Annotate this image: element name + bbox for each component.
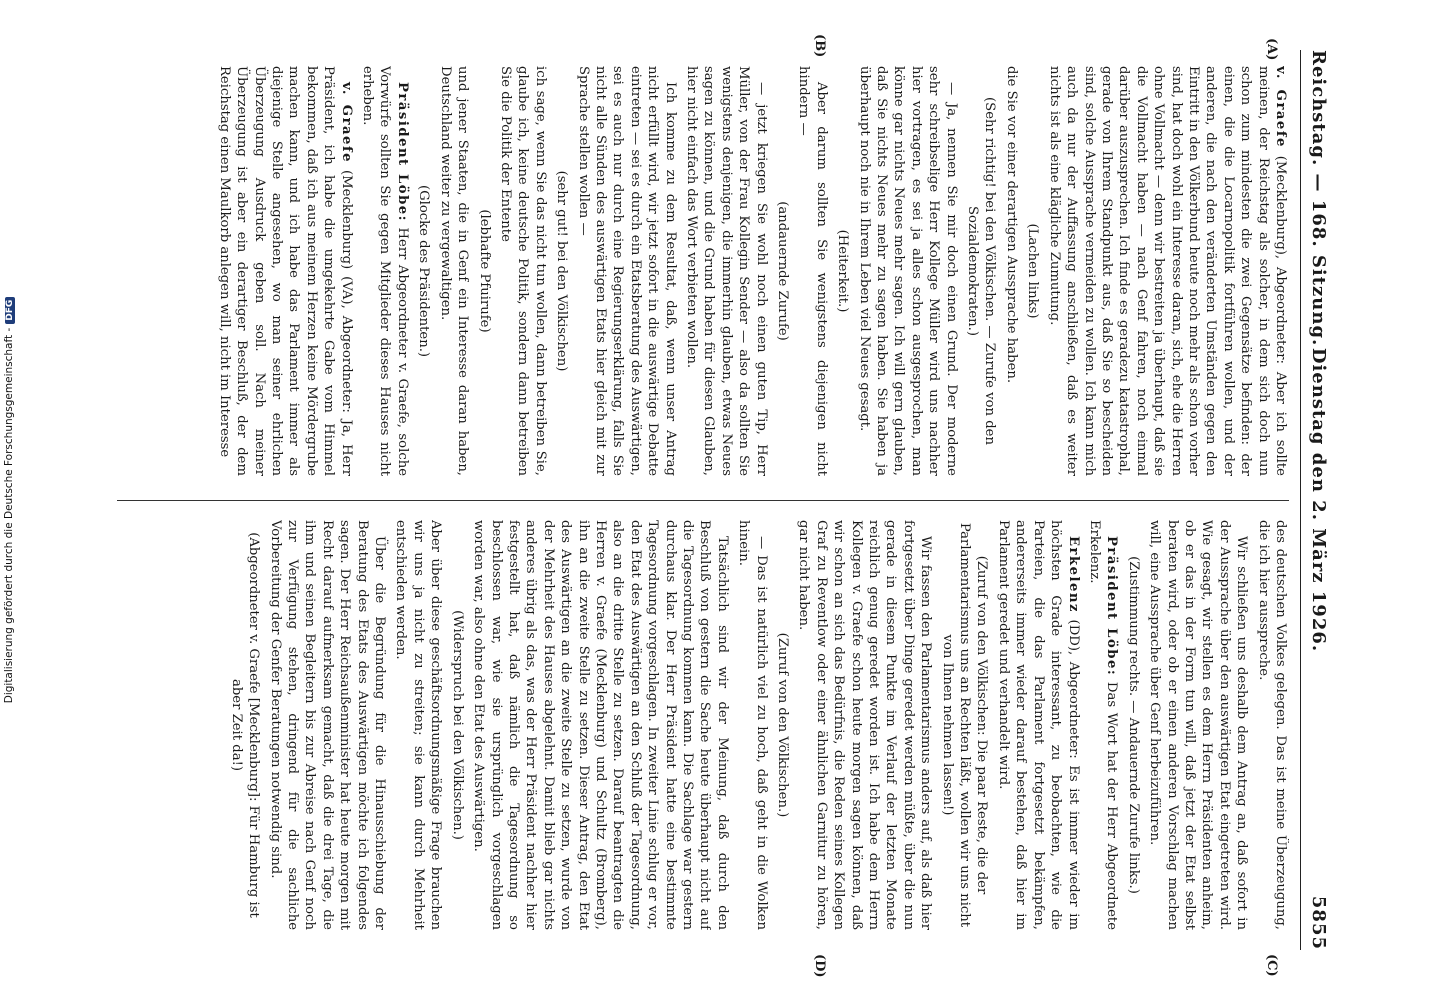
paragraph: Ich komme zu dem Resultat, daß, wenn unser Antrag nicht erfüllt wird, wir jetzt sofort in die auswärtige Debatte eintreten — sei es durch ein Etatsberatung des Auswärtigen, sei es auch nur durch eine Regierungserklärung, falls Sie nicht alle Sünden des auswärtigen Etats hier gleich mit zur Sprache stellen wollen —: [575, 66, 678, 476]
paragraph: des deutschen Volkes gelegen. Das ist meine Überzeugung, die ich hier ausspreche.: [1255, 520, 1288, 930]
paragraph: Wir schließen uns deshalb dem Antrag an, daß sofort in der Aussprache über den auswärtigen Etat eingetreten wird. Wie gesagt, wir stellen es dem Herrn Präsidenten anheim, ob er das in der Form tun will, daß jetzt der Etat selbst beraten wird, oder ob er einen anderen Vorschlag machen will, eine Aussprache über Genf herbeizuführen.: [1147, 520, 1250, 930]
paragraph: Aber über diese geschäftsordnungsmäßige Frage brauchen wir uns ja nicht zu streiten; sie kann durch Mehrheit entschieden werden.: [393, 520, 444, 930]
paragraph: ich sage, wenn Sie das nicht tun wollen, dann betreiben Sie, glaube ich, keine deutsche Politik, sondern dann betreiben Sie die Politik der Entente: [497, 66, 548, 476]
credit-text: Digitalisierung gefördert durch die Deutsche Forschungsgemeinschaft -: [3, 327, 15, 704]
paragraph: — Ja, nennen Sie mir doch einen Grund. Der moderne sehr schreibselige Herr Kollege Müller wird uns nachher hier vortragen, es sei ja alles schon ausgesprochen, man könne gar nichts Neues mehr sagen. Ich will gern glauben, daß Sie nichts Neues mehr zu sagen haben. Sie haben ja überhaupt noch nie in Ihrem Leben viel Neues gesagt.: [856, 66, 959, 476]
speaker-name: v. Graefe: [338, 82, 354, 164]
interjection: (lebhafte Pfuirufe): [476, 209, 492, 333]
paragraph: Tatsächlich sind wir der Meinung, daß durch den Beschluß von gestern die Sache heute überhaupt nicht auf die Tagesordnung kommen kann. Die Sachlage war gestern durchaus klar. Der Herr Präsident hatte eine bestimmte Tagesordnung vorgeschlagen. In zweiter Linie schlug er vor, den Etat des Auswärtigen an den Schluß der Tagesordnung, also an die dritte Stelle zu setzen. Darauf beantragten die Herren v. Graefe (Mecklenburg) und Schultz (Bromberg), ihn an die zweite Stelle zu setzen. Dieser Antrag, den Etat des Auswärtigen an die zweite Stelle zu setzen, wurde von der Mehrheit des Hauses abgelehnt. Damit blieb gar nichts anderes übrig als das, was der Herr Präsident nachher hier festgestellt hat, daß nämlich die Tagesordnung so beschlossen war, wie sie ursprünglich vorgeschlagen worden war, also ohne den Etat des Auswärtigen.: [471, 520, 730, 930]
paragraph: [1086, 520, 1121, 930]
paragraph-text: Das Wort hat der Herr Abgeordnete Erkelenz.: [1086, 520, 1120, 930]
page-header: [1300, 50, 1335, 950]
speaker-name: Präsident Löbe:: [394, 82, 410, 223]
interjection: (Zuruf von den Völkischen: Die paar Reste, die der Parlamentarismus uns an Rechten läßt, wollen wir uns nicht von Ihnen nehmen lassen!): [939, 522, 990, 928]
paragraph: Wir fassen den Parlamentarismus anders auf, als daß hier fortgesetzt über Dinge geredet werden müßte, über die nun gerade in diesem Punkte im Verlauf der letzten Monate reichlich genug geredet worden ist. Ich habe dem Herrn Kollegen v. Graefe schon heute morgen sagen können, daß wir schon an sich das Bedürfnis, die Reden seines Kollegen Graf zu Reventlow oder einer ähnlichen Garnitur zu hören, gar nicht haben.: [796, 520, 934, 930]
interjection: (Heiterkeit.): [835, 229, 851, 313]
interjection: (Lachen links): [1025, 223, 1041, 319]
speaker-name: Erkelenz: [1065, 536, 1081, 614]
document-page: [87, 20, 1347, 980]
paragraph-text: Aber ich sollte meinen, der Reichstag als solcher, in dem sich doch nun schon zum mindesten die zwei Gegensätze befinden: der einen, die die Locarnopolitik fortführen wollen, und der anderen, die nach den veränderten Umständen gegen den Eintritt in den Völkerbund heute noch mehr als schon vorher sind, hat doch wohl ein Interesse daran, sich, ehe die Herren ohne Vollmacht — denn wir bestreiten ja überhaupt, daß sie die Vollmacht haben — nach Genf fahren, noch einmal darüber auszusprechen. Ich finde es geradezu katastrophal, gerade von Ihrem Standpunkt aus, daß Sie so bescheiden sind, solche Aussprache vermeiden zu wollen. Ich kann mich auch da nur der Auffassung anschließen, daß es weiter nichts ist als eine klägliche Zumutung.: [1046, 66, 1288, 476]
left-column: [107, 66, 1289, 476]
page-number: 5855: [1308, 895, 1329, 950]
paragraph: die Sie vor einer derartigen Aussprache haben.: [1003, 66, 1019, 384]
dfg-logo: DFG: [5, 297, 15, 324]
speaker-name: Präsident Löbe:: [1104, 536, 1120, 677]
header-session: Reichstag. — 168. Sitzung.: [1308, 50, 1329, 347]
paragraph-text: Herr Abgeordneter v. Graefe, solche Vorwürfe sollten Sie gegen Mitglieder dieses Hauses nicht erheben.: [360, 66, 410, 476]
right-column: [107, 520, 1289, 930]
interjection: (Abgeordneter v. Graefe [Mecklenburg]: Für Hamburg ist aber Zeit da!): [228, 532, 262, 918]
column-divider: [117, 500, 1289, 501]
paragraph: [215, 66, 354, 476]
paragraph: [1045, 66, 1289, 476]
paragraph: — Das ist natürlich viel zu hoch, daß geht in die Wolken hinein.: [736, 520, 769, 930]
paragraph: und jener Staaten, die in Genf ein Interesse daran haben, Deutschland weiter zu vergewaltigen.: [437, 66, 471, 476]
digitization-credit: [3, 0, 23, 1000]
paragraph: [995, 520, 1082, 930]
interjection: (Sehr richtig! bei den Völkischen. — Zurufe von den Sozialdemokraten.): [965, 97, 998, 445]
paragraph-text: (Mecklenburg) (VA), Abgeordneter: Ja, Herr Präsident, ich habe die umgekehrte Gabe vom Himmel bekommen, daß ich aus meinem Herzen keine Mördergrube machen kann, und ich habe das Parlament immer als diejenige Stelle angesehen, wo man seiner ehrlichen Überzeugung Ausdruck geben soll. Nach meiner Überzeugung ist aber ein derartiger Beschluß, der dem Reichstag einen Maulkorb anlegen will, nicht im Interesse: [216, 66, 354, 476]
header-date: Dienstag den 2. März 1926.: [1308, 347, 1329, 653]
paragraph: [359, 66, 411, 476]
paragraph: Aber darum sollten Sie wenigstens diejenigen nicht hindern —: [796, 66, 829, 476]
interjection: (andauernde Zurufe): [775, 201, 791, 341]
interjection: (sehr gut! bei den Völkischen): [554, 170, 570, 372]
paragraph: Über die Begründung für die Hinausschiebung der Beratung des Etats des Auswärtigen möchte ich folgendes sagen. Der Herr Reichsaußenminister hat heute morgen mit Recht darauf aufmerksam gemacht, daß die drei Tage, die ihm und seinen Begleitern bis zur Abreise nach Genf noch zur Verfügung stehen, dringend für die sachliche Vorbereitung der Genfer Beratungen notwendig sind.: [267, 520, 388, 930]
margin-marker-b: (B): [812, 34, 827, 58]
margin-marker-d: (D): [812, 954, 827, 978]
paragraph-text: (DD), Abgeordneter: Es ist immer wieder im höchsten Grade interessant, zu beobachten, wie die Parteien, die das Parlament fortgesetzt bekämpfen, andererseits immer wieder darauf bestehen, daß hier im Parlament geredet und verhandelt wird.: [995, 520, 1081, 930]
interjection: (Zustimmung rechts. — Andauernde Zurufe links.): [1125, 556, 1141, 894]
margin-marker-a: (A): [1264, 38, 1279, 61]
speaker-meta: (Mecklenburg), Abgeordneter:: [1273, 147, 1288, 364]
paragraph: — jetzt kriegen Sie wohl noch einen guten Tip, Herr Müller, von der Frau Kollegin Sender — also da sollten Sie wenigstens denjenigen, die immerhin glauben, etwas Neues sagen zu können, und die Grund haben für diesen Glauben, hier nicht einfach das Wort verbieten wollen.: [684, 66, 769, 476]
interjection: (Glocke des Präsidenten.): [416, 184, 432, 358]
speaker-name: v. Graefe: [1273, 66, 1288, 148]
margin-marker-c: (C): [1264, 954, 1279, 977]
interjection: (Widerspruch bei den Völkischen.): [449, 610, 465, 840]
interjection: (Zuruf von den Völkischen.): [775, 632, 791, 818]
